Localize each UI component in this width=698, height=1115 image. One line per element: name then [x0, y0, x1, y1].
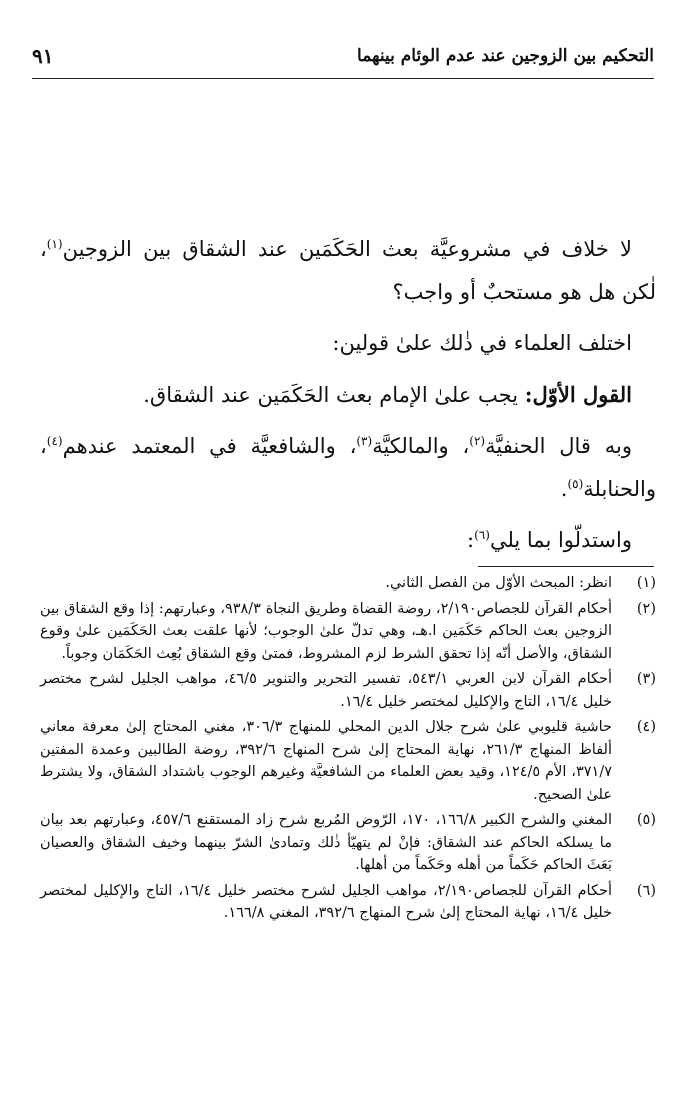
footnote-ref-3[interactable]: (٣): [356, 434, 373, 448]
footnote-ref-2[interactable]: (٢): [469, 434, 486, 448]
footnote-number: (١): [636, 575, 656, 591]
footnote-ref-5[interactable]: (٥): [567, 477, 584, 491]
paragraph-intro: [40, 228, 656, 314]
footnote-text: أحكام القرآن للجصاص٢/١٩٠، روضة القضاة وطريق النجاة ٩٣٨/٣، وعبارتهم: إذا وقع الشقاق بين الزوجين بعث الحاكم حَكَمَين ا.هـ، وهي تدلّ علىٰ الوجوب؛ لأنها علقت بعث الحَكَمَين علىٰ وقوع الشقاق، والأصل أنّه إذا تحقق الشرط لزم المشروط، فمتىٰ وقع الشقاق بُعِث الحَكَمَان وجوباً.: [40, 600, 612, 662]
footnote-text: انظر: المبحث الأوّل من الفصل الثاني.: [385, 575, 612, 591]
first-opinion-heading: القول الأوّل:: [524, 382, 632, 407]
footnote-separator: [478, 566, 654, 567]
schools-text-e: .: [560, 477, 568, 501]
footnote-number: (٤): [636, 719, 656, 735]
schools-text-c: ، والشافعيَّة في المعتمد عندهم: [62, 434, 357, 458]
running-title: التحكيم بين الزوجين عند عدم الوئام بينهما: [357, 46, 654, 66]
intro-text: لا خلاف في مشروعيَّة بعث الحَكَمَين عند الشقاق بين الزوجين: [62, 237, 632, 261]
intro-question: ، لٰكن هل هو مستحبٌ أو واجب؟: [40, 237, 656, 304]
footnote-ref-1[interactable]: (١): [46, 237, 63, 251]
evidence-colon: :: [467, 528, 475, 552]
footnote-text: أحكام القرآن للجصاص٢/١٩٠، مواهب الجليل لشرح مختصر خليل ١٦/٤، التاج والإكليل لمختصر خليل ١٦/٤، نهاية المحتاج إلىٰ شرح المنهاج ٣٩٢/٦، المغني ١٦٦/٨.: [40, 882, 612, 921]
footnote-number: (٢): [636, 600, 656, 617]
first-opinion-text: يجب علىٰ الإمام بعث الحَكَمَين عند الشقاق.: [143, 383, 525, 407]
footnote-number: (٦): [636, 882, 656, 899]
footnote-ref-4[interactable]: (٤): [46, 434, 63, 448]
footnote-ref-6[interactable]: (٦): [474, 528, 490, 542]
page-header: [32, 42, 654, 79]
footnote-number: (٣): [636, 671, 656, 687]
paragraph-evidence: [40, 519, 656, 562]
footnote-number: (٥): [636, 812, 656, 828]
schools-text-b: ، والمالكيَّة: [372, 434, 470, 458]
evidence-text: واستدلّوا بما يلي: [489, 528, 632, 552]
footnote-3: [40, 668, 656, 713]
schools-text-d: ، والحنابلة: [40, 434, 656, 501]
footnote-1: [40, 572, 656, 595]
page-number: ٩١: [32, 44, 54, 68]
footnote-6: [40, 880, 656, 925]
paragraph-first-opinion: [40, 373, 656, 417]
footnote-text: حاشية قليوبي علىٰ شرح جلال الدين المحلي للمنهاج ٣٠٦/٣، مغني المحتاج إلىٰ معرفة معاني ألفاظ المنهاج ٢٦١/٣، نهاية المحتاج إلىٰ شرح المنهاج ٣٩٢/٦، روضة الطالبين وعمدة المفتين ٣٧١/٧، الأم ١٢٤/٥، وقيد بعض العلماء من الشافعيَّة وغيرهم الوجوب باشتداد الشقاق، ولا يشترط علىٰ الصحيح.: [40, 719, 613, 803]
footnote-text: المغني والشرح الكبير ١٦٦/٨، ١٧٠، الرّوض المُربع شرح زاد المستقنع ٤٥٧/٦، وعبارتهم بعد بيان ما يسلكه الحاكم عند الشقاق: فإنْ لم يتهيّأ ذٰلك وتمادىٰ الشرّ بينهما وخيف الشقاق والعصيان بَعَثَ الحاكم حَكَماً من أهله وحَكَماً من أهلها.: [40, 812, 612, 873]
paragraph-schools: [40, 425, 656, 511]
schools-text-a: وبه قال الحنفيَّة: [485, 434, 632, 458]
paragraph-disagreement: اختلف العلماء في ذٰلك علىٰ قولين:: [332, 331, 632, 355]
footnotes-section: [40, 572, 656, 928]
footnote-5: [40, 809, 656, 877]
footnote-2: [40, 598, 656, 666]
footnote-text: أحكام القرآن لابن العربي ٥٤٣/١، تفسير التحرير والتنوير ٤٦/٥، مواهب الجليل لشرح مختصر خليل ١٦/٤، التاج والإكليل لمختصر خليل ١٦/٤.: [40, 671, 612, 710]
footnote-4: [40, 716, 656, 806]
main-text: [40, 228, 656, 570]
